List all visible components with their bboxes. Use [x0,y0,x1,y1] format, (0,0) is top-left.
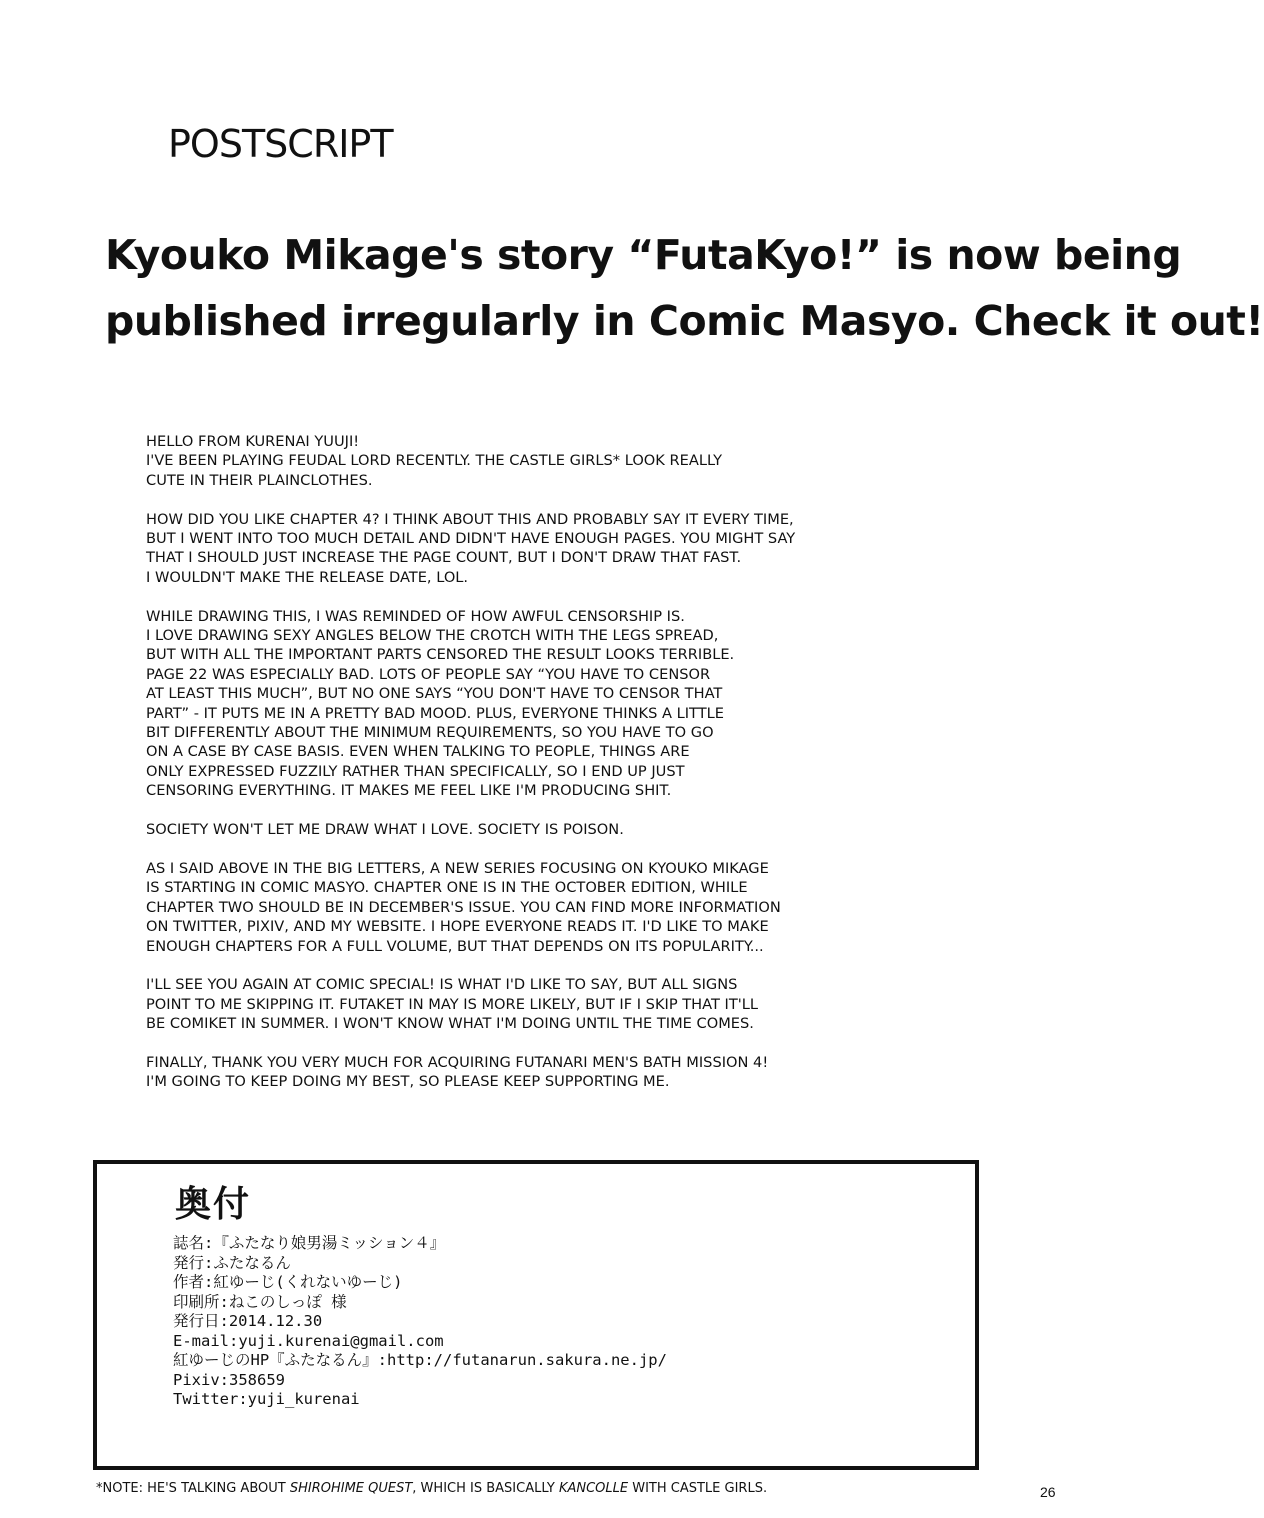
paragraph-events [146,975,906,1033]
colophon-line-pixiv: Pixiv:358659 [173,1370,285,1389]
text-line: CUTE IN THEIR PLAINCLOTHES. [146,471,373,489]
text-line: ENOUGH CHAPTERS FOR A FULL VOLUME, BUT THAT DEPENDS ON ITS POPULARITY... [146,937,764,955]
paragraph-chapter-4 [146,510,906,588]
text-line: ONLY EXPRESSED FUZZILY RATHER THAN SPECIFICALLY, SO I END UP JUST [146,762,685,780]
note-suffix: WITH CASTLE GIRLS. [628,1481,768,1496]
colophon-line-email: E-mail:yuji.kurenai@gmail.com [173,1331,444,1350]
announcement-headline [105,222,1264,354]
text-line: PART” - IT PUTS ME IN A PRETTY BAD MOOD. PLUS, EVERYONE THINKS A LITTLE [146,704,724,722]
text-line: HOW DID YOU LIKE CHAPTER 4? I THINK ABOUT THIS AND PROBABLY SAY IT EVERY TIME, [146,510,794,528]
colophon-line-author: 作者:紅ゆーじ(くれないゆーじ) [173,1273,403,1291]
text-line: BIT DIFFERENTLY ABOUT THE MINIMUM REQUIREMENTS, SO YOU HAVE TO GO [146,724,714,742]
text-line: I'VE BEEN PLAYING FEUDAL LORD RECENTLY. THE CASTLE GIRLS* LOOK REALLY [146,452,723,470]
colophon-line-twitter: Twitter:yuji_kurenai [173,1390,360,1408]
text-line: THAT I SHOULD JUST INCREASE THE PAGE COUNT, BUT I DON'T DRAW THAT FAST. [146,549,742,567]
text-line: PAGE 22 WAS ESPECIALLY BAD. LOTS OF PEOPLE SAY “YOU HAVE TO CENSOR [146,665,711,683]
afterword-body [146,432,906,1111]
note-prefix: *NOTE: HE'S TALKING ABOUT [96,1481,290,1496]
text-line: I'LL SEE YOU AGAIN AT COMIC SPECIAL! IS WHAT I'D LIKE TO SAY, BUT ALL SIGNS [146,976,738,994]
paragraph-greeting [146,432,906,490]
text-line: CHAPTER TWO SHOULD BE IN DECEMBER'S ISSUE. YOU CAN FIND MORE INFORMATION [146,898,781,916]
text-line: BE COMIKET IN SUMMER. I WON'T KNOW WHAT I'M DOING UNTIL THE TIME COMES. [146,1015,754,1033]
postscript-heading: POSTSCRIPT [168,122,393,166]
text-line: HELLO FROM KURENAI YUUJI! [146,433,360,450]
text-line: I WOULDN'T MAKE THE RELEASE DATE, LOL. [146,568,469,586]
colophon-line-homepage: 紅ゆーじのHP『ふたなるん』:http://futanarun.sakura.ne.jp/ [173,1351,667,1369]
colophon-details [173,1234,667,1410]
text-line: FINALLY, THANK YOU VERY MUCH FOR ACQUIRING FUTANARI MEN'S BATH MISSION 4! [146,1053,769,1071]
text-line: I'M GOING TO KEEP DOING MY BEST, SO PLEASE KEEP SUPPORTING ME. [146,1073,670,1091]
note-title-shirohime: SHIROHIME QUEST [289,1481,413,1496]
colophon-line-printer: 印刷所:ねこのしっぽ 様 [173,1292,347,1311]
text-line: ON A CASE BY CASE BASIS. EVEN WHEN TALKING TO PEOPLE, THINGS ARE [146,743,690,761]
colophon-line-title: 誌名:『ふたなり娘男湯ミッション４』 [173,1234,446,1252]
colophon-title: 奥付 [175,1183,252,1225]
text-line: SOCIETY WON'T LET ME DRAW WHAT I LOVE. SOCIETY IS POISON. [146,821,624,839]
text-line: AT LEAST THIS MUCH”, BUT NO ONE SAYS “YOU DON'T HAVE TO CENSOR THAT [146,685,723,703]
text-line: I LOVE DRAWING SEXY ANGLES BELOW THE CROTCH WITH THE LEGS SPREAD, [146,627,719,645]
paragraph-censorship [146,607,906,801]
colophon-line-date: 発行日:2014.12.30 [173,1312,323,1330]
headline-line: Kyouko Mikage's story “FutaKyo!” is now being [105,231,1182,279]
text-line: IS STARTING IN COMIC MASYO. CHAPTER ONE IS IN THE OCTOBER EDITION, WHILE [146,879,748,897]
paragraph-thanks [146,1053,906,1092]
headline-line: published irregularly in Comic Masyo. Check it out! [105,297,1264,345]
text-line: AS I SAID ABOVE IN THE BIG LETTERS, A NEW SERIES FOCUSING ON KYOUKO MIKAGE [146,859,769,877]
text-line: ON TWITTER, PIXIV, AND MY WEBSITE. I HOPE EVERYONE READS IT. I'D LIKE TO MAKE [146,918,769,936]
text-line: CENSORING EVERYTHING. IT MAKES ME FEEL LIKE I'M PRODUCING SHIT. [146,782,672,800]
page-number: 26 [1040,1484,1056,1500]
text-line: WHILE DRAWING THIS, I WAS REMINDED OF HOW AWFUL CENSORSHIP IS. [146,607,685,625]
colophon-box [93,1160,979,1470]
note-title-kancolle: KANCOLLE [558,1481,629,1496]
paragraph-society [146,820,906,839]
text-line: POINT TO ME SKIPPING IT. FUTAKET IN MAY IS MORE LIKELY, BUT IF I SKIP THAT IT'LL [146,995,759,1013]
paragraph-new-series [146,859,906,956]
note-middle: , WHICH IS BASICALLY [412,1481,559,1496]
colophon-line-publisher: 発行:ふたなるん [173,1253,291,1272]
text-line: BUT I WENT INTO TOO MUCH DETAIL AND DIDN'T HAVE ENOUGH PAGES. YOU MIGHT SAY [146,530,796,548]
text-line: BUT WITH ALL THE IMPORTANT PARTS CENSORED THE RESULT LOOKS TERRIBLE. [146,646,735,664]
translator-note [96,1481,767,1496]
